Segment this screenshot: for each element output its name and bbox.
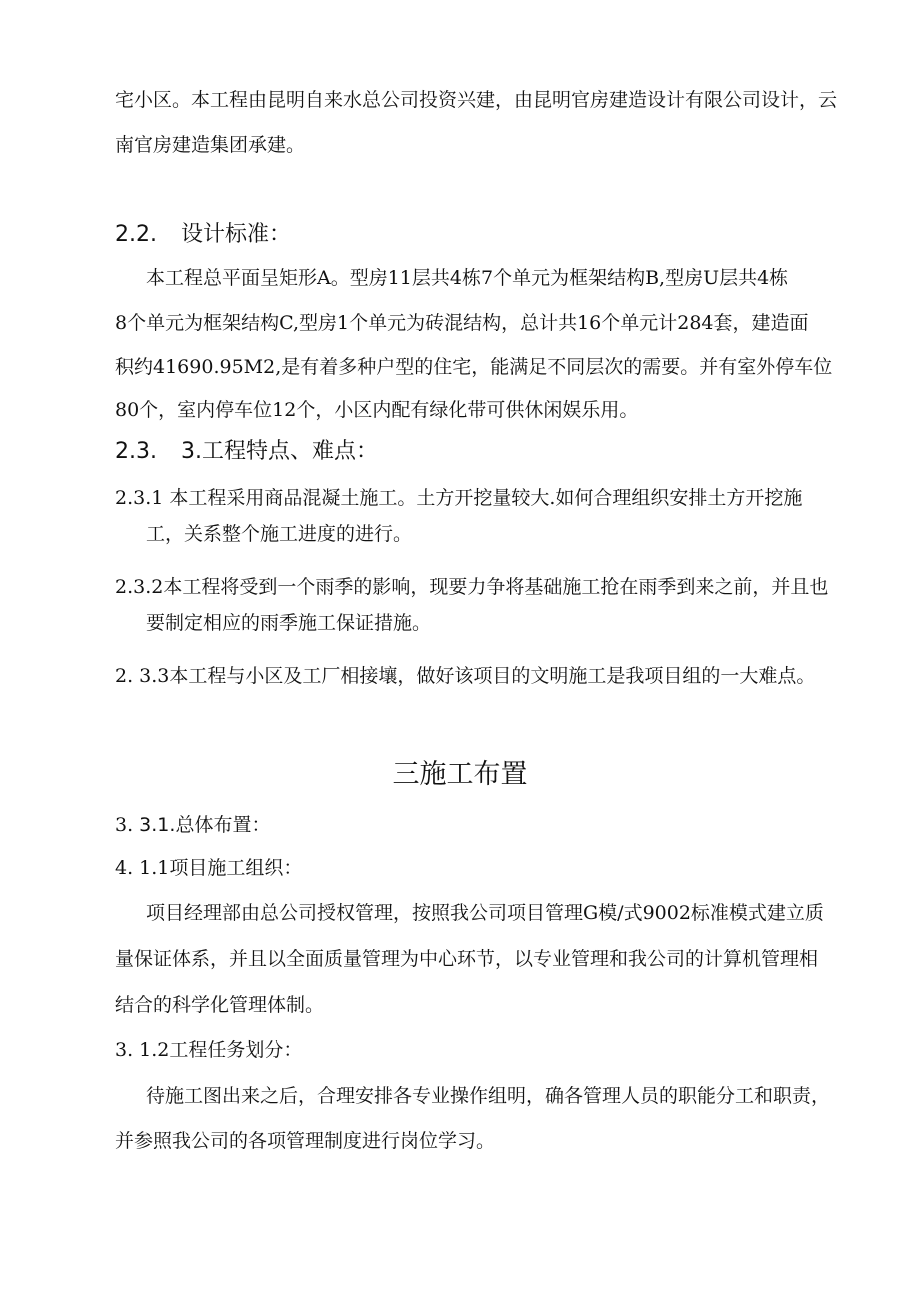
intro-line-1: 宅小区。本工程由昆明自来水总公司投资兴建，由昆明官房建造设计有限公司设计，云 xyxy=(115,89,838,111)
section-2-3-title: 3.工程特点、难点： xyxy=(180,439,378,464)
section-2-2-line-4: 80个，室内停车位12个，小区内配有绿化带可供休闲娱乐用。 xyxy=(115,399,639,421)
section-4-1-1-heading: 4. 1.1项目施工组织： xyxy=(115,857,303,879)
para-1-line-3: 结合的科学化管理体制。 xyxy=(115,994,325,1016)
section-3-1-2-heading: 3. 1.2工程任务划分： xyxy=(115,1039,303,1061)
section-2-2-line-1: 本工程总平面呈矩形A。型房11层共4栋7个单元为框架结构B,型房U层共4栋 xyxy=(146,267,789,289)
intro-line-2: 南官房建造集团承建。 xyxy=(115,134,306,156)
section-2-3-number: 2.3. xyxy=(115,439,157,464)
section-2-3-heading xyxy=(115,438,378,466)
section-2-2-heading xyxy=(115,221,291,249)
section-2-2-number: 2.2. xyxy=(115,222,157,247)
item-2-3-2-line-1: 2.3.2本工程将受到一个雨季的影响，现要力争将基础施工抢在雨季到来之前，并且也 xyxy=(115,576,829,598)
chapter-3-title: 三施工布置 xyxy=(392,759,528,790)
section-3-1-prefix: 3. xyxy=(115,814,140,836)
section-3-1-number: 3.1. xyxy=(139,814,176,836)
section-2-2-title: 设计标准： xyxy=(180,222,291,247)
section-2-2-line-3: 积约41690.95M2,是有着多种户型的住宅，能满足不同层次的需要。并有室外停车位 xyxy=(115,356,833,378)
section-3-1-title: 总体布置： xyxy=(175,814,271,836)
item-2-3-3-line-1: 2. 3.3本工程与小区及工厂相接壤，做好该项目的文明施工是我项目组的一大难点。 xyxy=(115,665,816,687)
para-2-line-1: 待施工图出来之后，合理安排各专业操作组明，确各管理人员的职能分工和职责， xyxy=(146,1085,831,1107)
item-2-3-1-line-1: 2.3.1 本工程采用商品混凝土施工。土方开挖量较大.如何合理组织安排土方开挖施 xyxy=(115,487,803,509)
para-1-line-1: 项目经理部由总公司授权管理，按照我公司项目管理G模/式9002标准模式建立质 xyxy=(146,902,824,924)
para-2-line-2: 并参照我公司的各项管理制度进行岗位学习。 xyxy=(115,1130,496,1152)
item-2-3-2-line-2: 要制定相应的雨季施工保证措施。 xyxy=(146,612,432,634)
item-2-3-1-line-2: 工，关系整个施工进度的进行。 xyxy=(146,523,413,545)
para-1-line-2: 量保证体系，并且以全面质量管理为中心环节，以专业管理和我公司的计算机管理相 xyxy=(115,948,819,970)
section-2-2-line-2: 8个单元为框架结构C,型房1个单元为砖混结构，总计共16个单元计284套，建造面 xyxy=(115,312,809,334)
section-3-1-heading xyxy=(115,813,270,837)
